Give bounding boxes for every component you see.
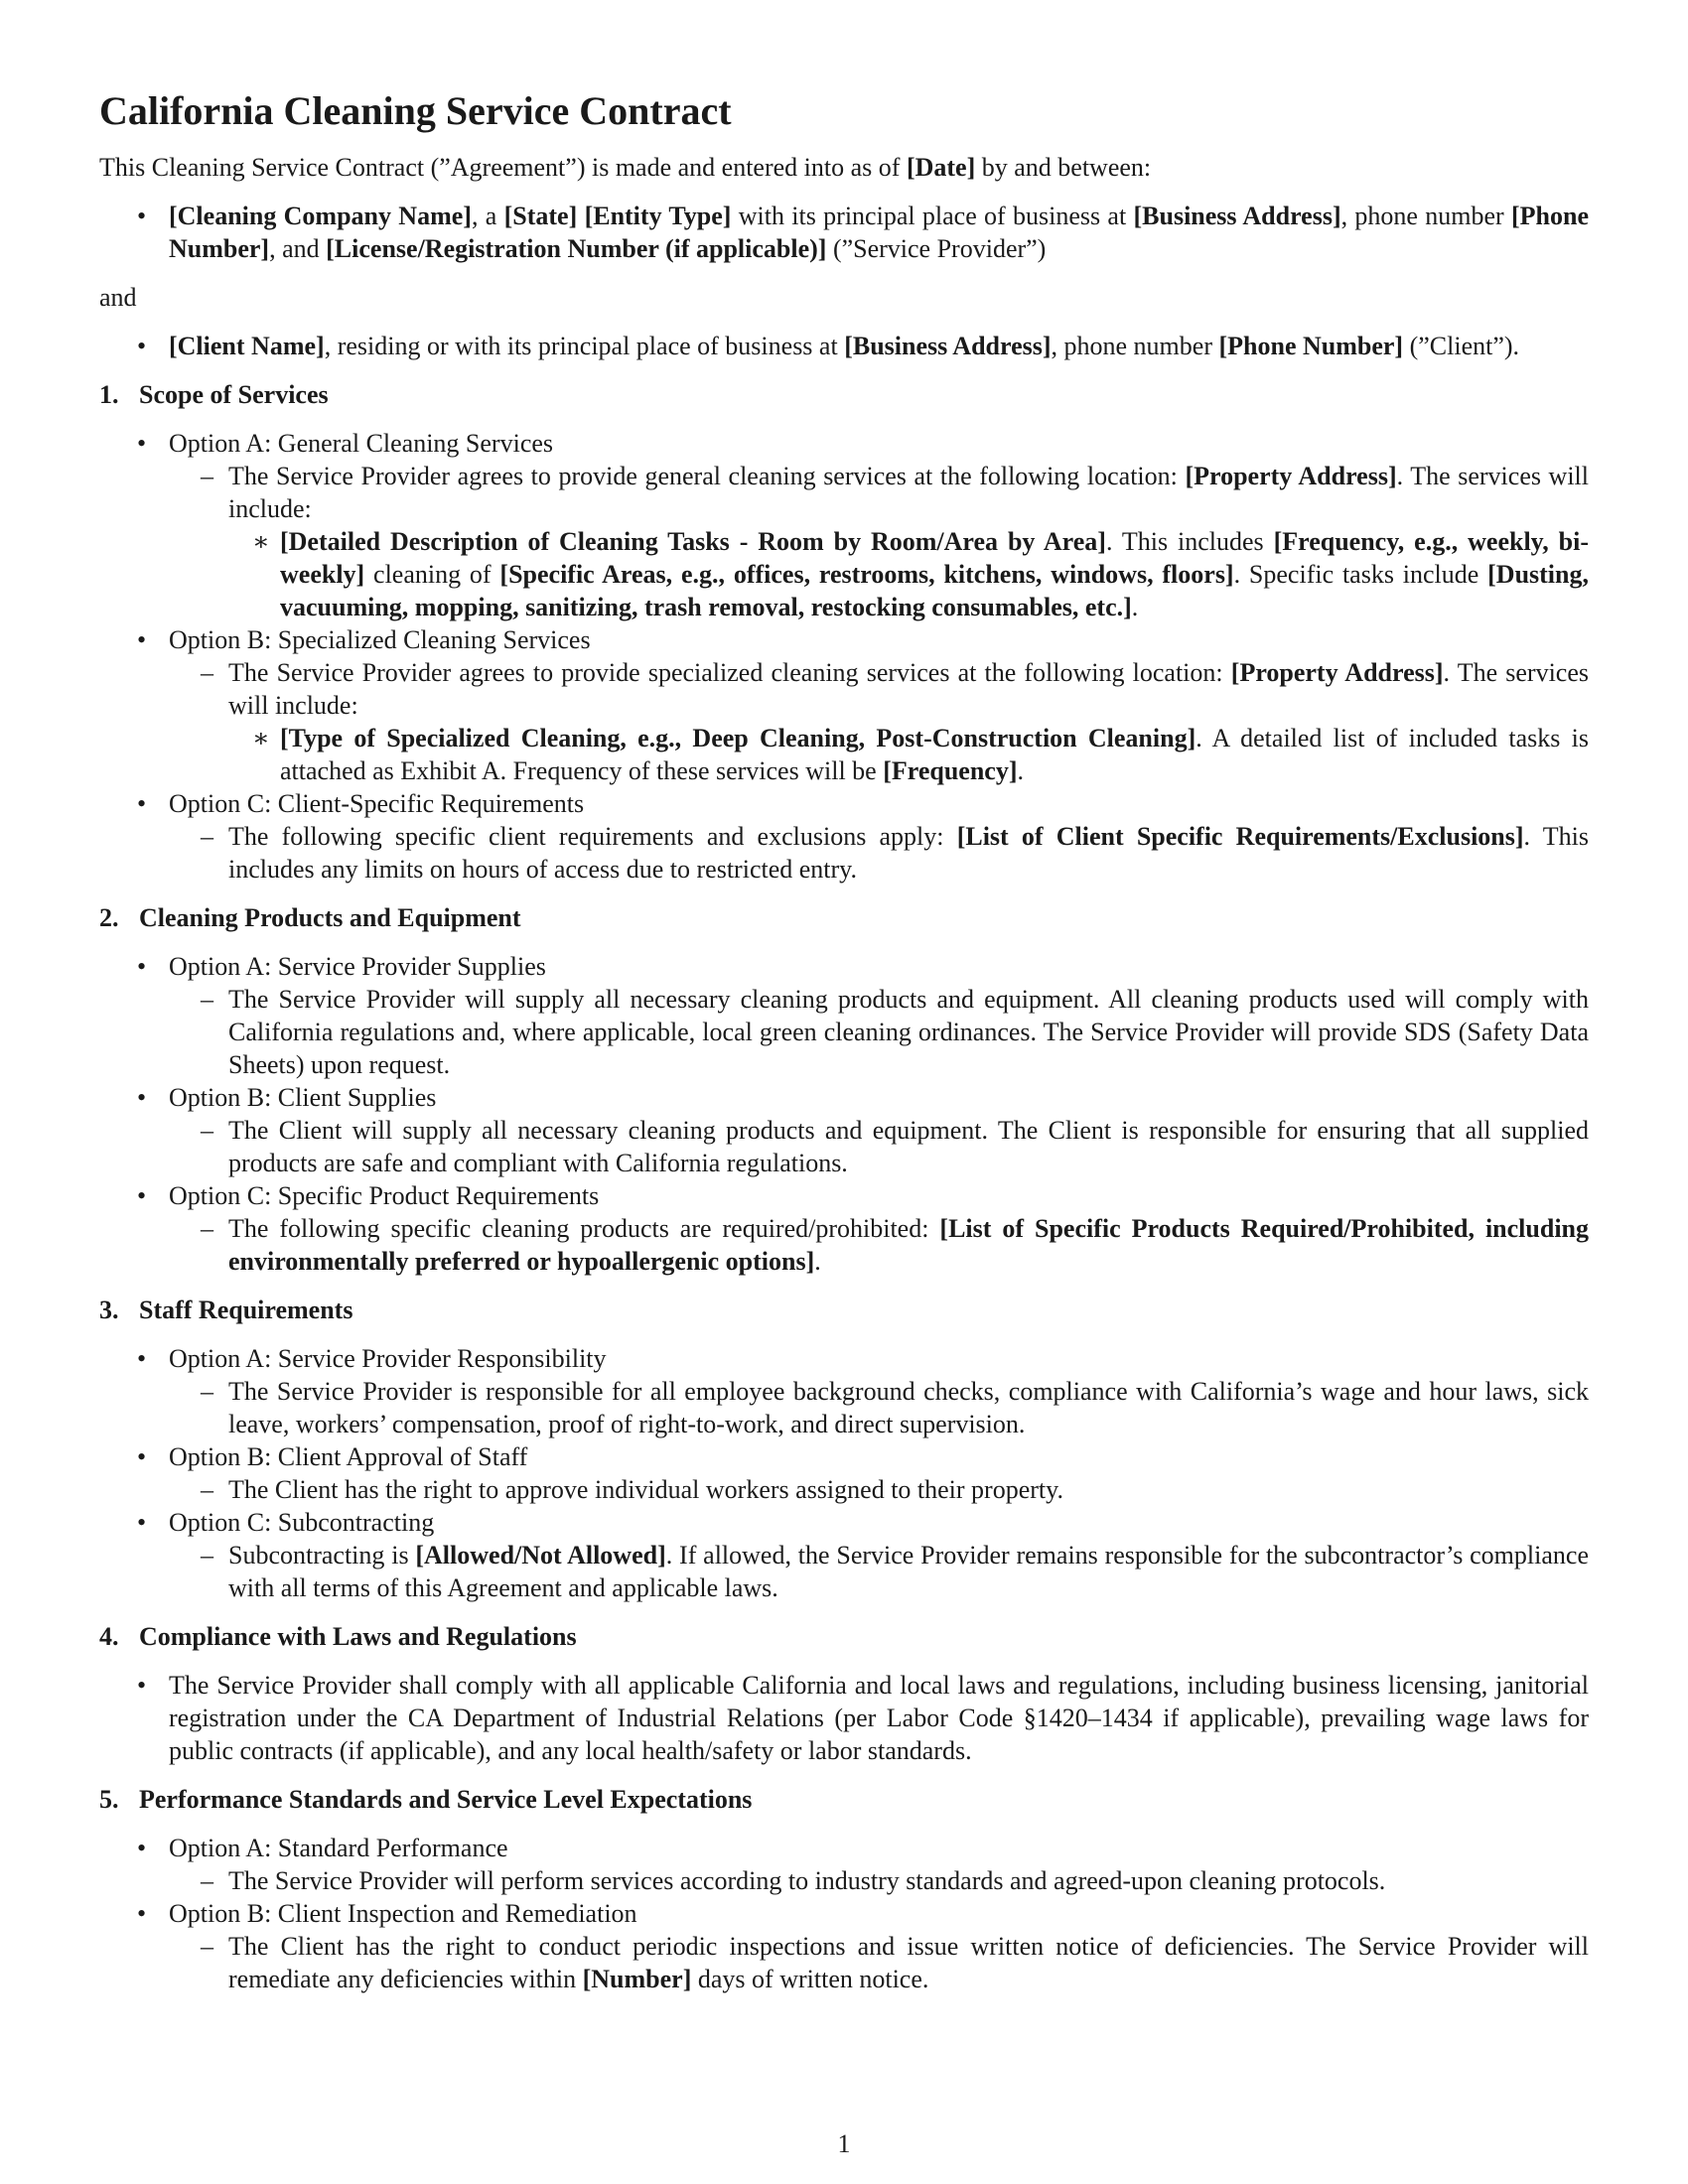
option-details [169, 1539, 1589, 1604]
section-3-heading [99, 1294, 1589, 1326]
provider-party [99, 200, 1589, 265]
service-detail [228, 525, 1589, 623]
option-label: Option A: General Cleaning Services [169, 429, 554, 458]
option-detail: – The Client has the right to approve individual workers assigned to their property. [169, 1473, 1589, 1506]
option-label: Option B: Client Supplies [169, 1083, 437, 1112]
service-details [228, 525, 1589, 623]
option-detail [169, 460, 1589, 623]
option-item [99, 950, 1589, 1081]
frequency-placeholder: [Frequency] [883, 756, 1018, 785]
business-address-placeholder: [Business Address] [1133, 202, 1341, 230]
section-5-heading [99, 1783, 1589, 1816]
option-item [99, 1832, 1589, 1897]
specialized-type-placeholder: [Type of Specialized Cleaning, e.g., Deep Cleaning, Post-Construction Cleaning] [280, 724, 1196, 752]
section-number: 3. [99, 1296, 119, 1324]
client-name-placeholder: [Client Name] [169, 332, 325, 360]
frequency-placeholder: [Frequency, e.g., weekly, bi-weekly] [280, 527, 1589, 589]
option-detail: – The Client will supply all necessary cleaning products and equipment. The Client is responsible for ensuring that all supplied products are safe and compliant with California regulations. [169, 1114, 1589, 1179]
date-placeholder: [Date] [906, 153, 976, 182]
text: , and [269, 234, 327, 263]
text: (”Service Provider”) [826, 234, 1047, 263]
specific-tasks-placeholder: [Dusting, vacuuming, mopping, sanitizing, trash removal, restocking consumables, etc.] [280, 560, 1589, 621]
state-placeholder: [State] [503, 202, 578, 230]
section-5-options [99, 1832, 1589, 1995]
section-4-items [99, 1669, 1589, 1767]
option-item [99, 1179, 1589, 1278]
option-label: Option C: Client-Specific Requirements [169, 789, 585, 818]
text: , phone number [1340, 202, 1511, 230]
text: The Service Provider agrees to provide general cleaning services at the following location: [228, 462, 1186, 490]
option-label: Option C: Specific Product Requirements [169, 1181, 600, 1210]
allowed-placeholder: [Allowed/Not Allowed] [415, 1541, 666, 1570]
option-detail [169, 820, 1589, 886]
text: The Client has the right to conduct periodic inspections and issue written notice of deficiencies. The Service Provider will remediate any deficiencies within [228, 1932, 1589, 1993]
option-details [169, 1473, 1589, 1506]
document-title: California Cleaning Service Contract [99, 88, 732, 133]
section-3-options [99, 1342, 1589, 1604]
text: . The services will include: [228, 462, 1590, 523]
service-details [228, 722, 1589, 787]
option-label: Option A: Standard Performance [169, 1834, 508, 1862]
option-details [169, 983, 1589, 1081]
text: days of written notice. [691, 1965, 929, 1993]
section-title: Compliance with Laws and Regulations [139, 1622, 577, 1651]
option-detail: – The Service Provider is responsible for all employee background checks, compliance with California’s wage and hour laws, sick leave, workers’ compensation, proof of right-to-work, and direct supervision. [169, 1375, 1589, 1440]
client-phone-placeholder: [Phone Number] [1218, 332, 1404, 360]
option-details [169, 1930, 1589, 1995]
section-1-heading [99, 378, 1589, 411]
option-item [99, 427, 1589, 623]
party-list-provider [99, 200, 1589, 265]
service-detail [228, 722, 1589, 787]
products-placeholder: [List of Specific Products Required/Prohibited, including environmentally preferred or hypoallergenic options] [228, 1214, 1589, 1276]
option-details [169, 1114, 1589, 1179]
company-name-placeholder: [Cleaning Company Name] [169, 202, 472, 230]
number-placeholder: [Number] [582, 1965, 692, 1993]
intro-paragraph [99, 151, 1589, 184]
text: . If allowed, the Service Provider remains responsible for the subcontractor’s compliance with all terms of this Agreement and applicable laws. [228, 1541, 1589, 1602]
option-details [169, 656, 1589, 787]
text: . This includes [1105, 527, 1274, 556]
section-number: 1. [99, 380, 119, 409]
option-label: Option B: Client Approval of Staff [169, 1442, 528, 1471]
section-1-options [99, 427, 1589, 886]
text: with its principal place of business at [731, 202, 1134, 230]
party-list-client [99, 330, 1589, 362]
option-label: Option C: Subcontracting [169, 1508, 435, 1537]
client-party [99, 330, 1589, 362]
text: . A detailed list of included tasks is attached as Exhibit A. Frequency of these services will be [280, 724, 1590, 785]
option-label: Option A: Service Provider Supplies [169, 952, 546, 981]
option-item [99, 787, 1589, 886]
option-item [99, 1342, 1589, 1440]
and-connector: and [99, 283, 137, 312]
text: . The services will include: [228, 658, 1589, 720]
requirements-placeholder: [List of Client Specific Requirements/Exclusions] [956, 822, 1524, 851]
text: . This includes any limits on hours of access due to restricted entry. [228, 822, 1589, 884]
text: cleaning of [364, 560, 500, 589]
text: . [814, 1247, 821, 1276]
option-detail: – The Service Provider will perform services according to industry standards and agreed-upon cleaning protocols. [169, 1864, 1589, 1897]
option-detail [169, 656, 1589, 787]
intro-text: This Cleaning Service Contract (”Agreement”) is made and entered into as of [99, 153, 907, 182]
text: , residing or with its principal place of business at [324, 332, 845, 360]
option-label: Option B: Specialized Cleaning Services [169, 625, 591, 654]
option-label: Option A: Service Provider Responsibility [169, 1344, 607, 1373]
option-details [169, 820, 1589, 886]
intro-text-end: by and between: [975, 153, 1152, 182]
section-2-options [99, 950, 1589, 1278]
section-title: Staff Requirements [139, 1296, 353, 1324]
option-item [99, 623, 1589, 787]
text: . Specific tasks include [1233, 560, 1488, 589]
text: The Service Provider agrees to provide specialized cleaning services at the following location: [228, 658, 1231, 687]
property-address-placeholder: [Property Address] [1185, 462, 1397, 490]
option-detail: – The Service Provider will supply all necessary cleaning products and equipment. All cleaning products used will comply with California regulations and, where applicable, local green cleaning ordinances. The Service Provider will provide SDS (Safety Data Sheets) upon request. [169, 983, 1589, 1081]
license-placeholder: [License/Registration Number (if applicable)] [326, 234, 827, 263]
option-details [169, 1375, 1589, 1440]
text: The following specific client requirements and exclusions apply: [228, 822, 957, 851]
property-address-placeholder: [Property Address] [1230, 658, 1444, 687]
compliance-item: • The Service Provider shall comply with all applicable California and local laws and regulations, including business licensing, janitorial registration under the CA Department of Industrial Relations (per Labor Code §1420–1434 if applicable), prevailing wage laws for public contracts (if applicable), and any local health/safety or labor standards. [99, 1669, 1589, 1767]
areas-placeholder: [Specific Areas, e.g., offices, restrooms, kitchens, windows, floors] [499, 560, 1234, 589]
section-4-heading [99, 1620, 1589, 1653]
tasks-placeholder: [Detailed Description of Cleaning Tasks - Room by Room/Area by Area] [280, 527, 1106, 556]
option-detail [169, 1930, 1589, 1995]
option-label: Option B: Client Inspection and Remediation [169, 1899, 637, 1928]
section-title: Scope of Services [139, 380, 329, 409]
option-details [169, 1864, 1589, 1897]
text: (”Client”). [1403, 332, 1520, 360]
text: , phone number [1051, 332, 1219, 360]
section-number: 4. [99, 1622, 119, 1651]
option-item [99, 1506, 1589, 1604]
text [577, 202, 584, 230]
section-title: Cleaning Products and Equipment [139, 903, 521, 932]
option-details [169, 1212, 1589, 1278]
phone-placeholder: [Phone Number] [169, 202, 1589, 263]
contract-page [99, 0, 1589, 2184]
text: Subcontracting is [228, 1541, 416, 1570]
option-item [99, 1440, 1589, 1506]
section-number: 5. [99, 1785, 119, 1814]
option-detail [169, 1212, 1589, 1278]
option-details [169, 460, 1589, 623]
entity-type-placeholder: [Entity Type] [584, 202, 732, 230]
text: The following specific cleaning products are required/prohibited: [228, 1214, 940, 1243]
page-number: 1 [837, 2129, 851, 2158]
text: . [1017, 756, 1024, 785]
option-item [99, 1897, 1589, 1995]
section-title: Performance Standards and Service Level Expectations [139, 1785, 753, 1814]
option-detail [169, 1539, 1589, 1604]
section-number: 2. [99, 903, 119, 932]
client-address-placeholder: [Business Address] [844, 332, 1052, 360]
text: . [1131, 593, 1139, 621]
section-2-heading [99, 901, 1589, 934]
text: , a [471, 202, 504, 230]
option-item [99, 1081, 1589, 1179]
